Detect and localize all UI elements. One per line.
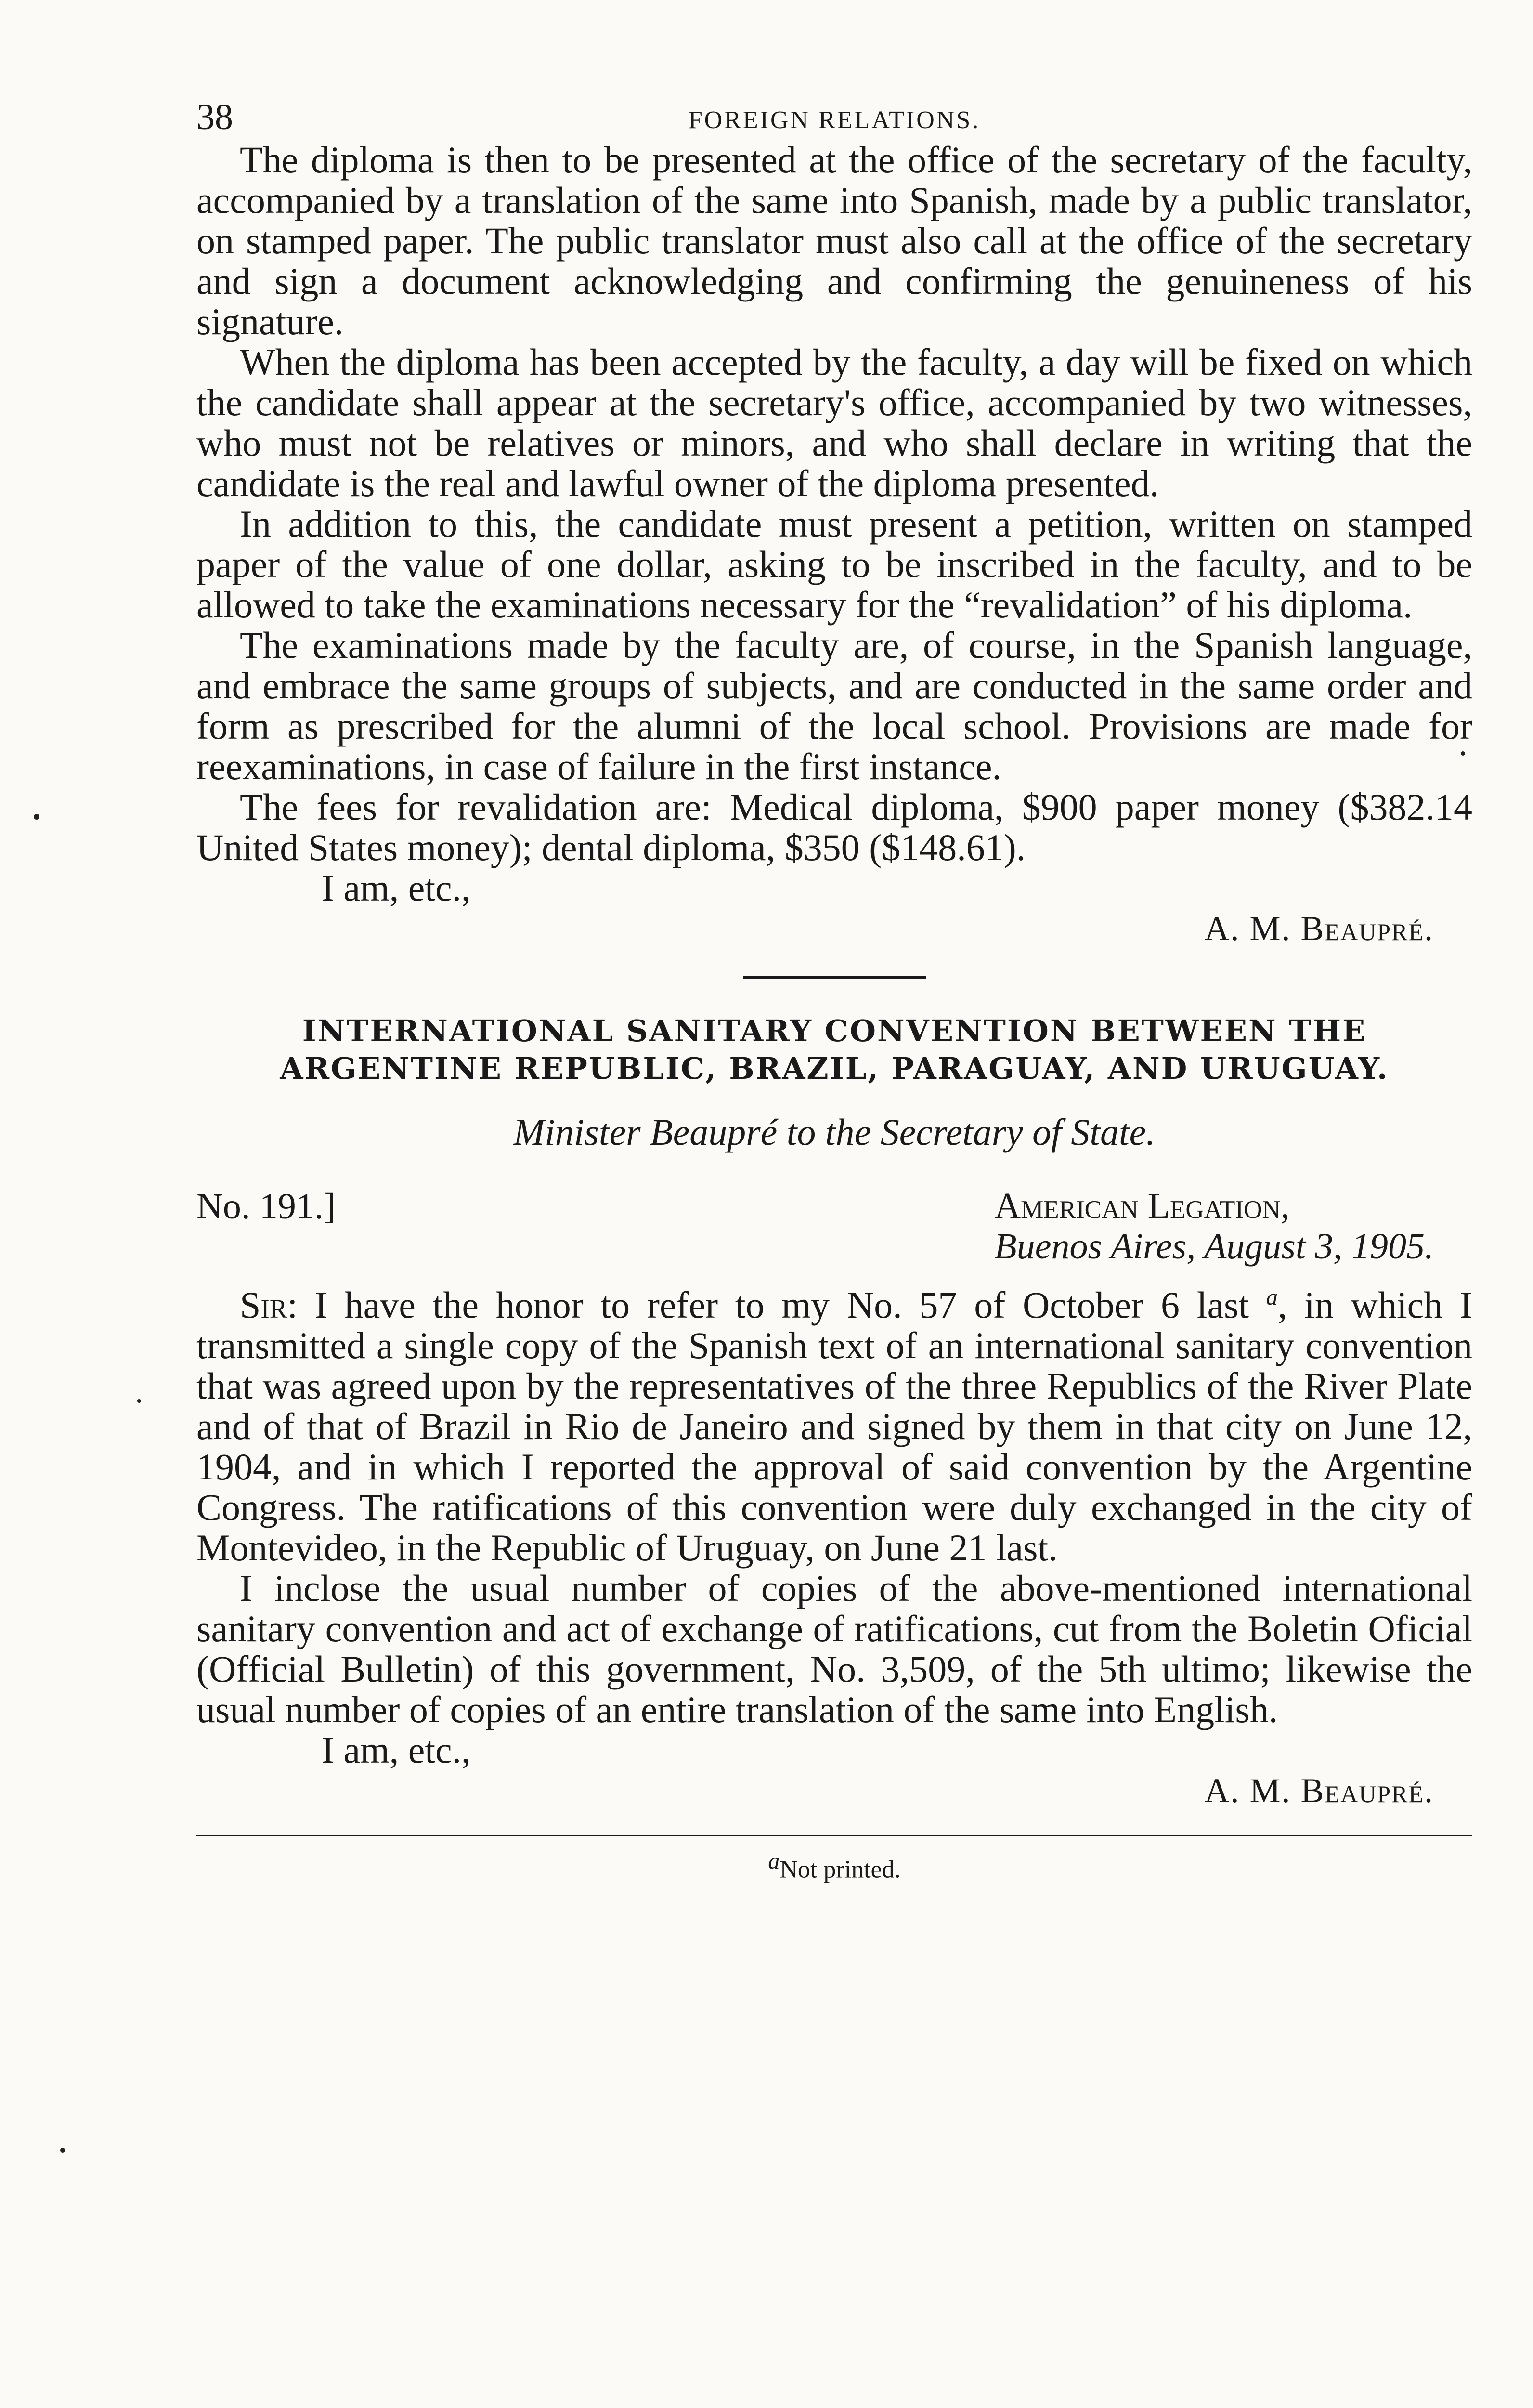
section-title-line: ARGENTINE REPUBLIC, BRAZIL, PARAGUAY, AND URUGUAY. [280, 1051, 1389, 1086]
paragraph [196, 1277, 1472, 1568]
paragraph: The fees for revalidation are: Medical diploma, $900 paper money ($382.14 United States money); dental diploma, $350 ($148.61). [196, 786, 1472, 868]
scan-speck [34, 814, 39, 820]
scan-speck [137, 1399, 141, 1403]
paragraph: The diploma is then to be presented at the office of the secretary of the faculty, accompanied by a translation of the same into Spanish, made by a public translator, on stamped paper. The public translator must also call at the office of the secretary and sign a document acknowledging and confirming the genuineness of his signature. [196, 139, 1472, 342]
place-date: Buenos Aires, August 3, 1905. [994, 1226, 1434, 1267]
closing: I am, etc., [322, 1729, 471, 1771]
paragraph-text: , in which I transmitted a single copy of the Spanish text of an international sanitary convention that was agreed upon by the representatives of the three Republics of the River Plate and of that of Brazil in Rio de Janeiro and signed by them in that city on June 12, 1904, and in which I reported the approval of said convention by the Argentine Congress. The ratifications of this convention were duly exchanged in the city of Montevideo, in the Republic of Uruguay, on June 21 last. [196, 1284, 1473, 1569]
salutation: Sir: [240, 1284, 298, 1326]
paragraph: I inclose the usual number of copies of the above-mentioned international sanitary convention and act of exchange of ratifications, cut from the Boletin Oficial (Official Bulletin) of this government, No. 3,509, of the 5th ultimo; likewise the usual number of copies of an entire translation of the same into English. [196, 1567, 1472, 1730]
paragraph: The examinations made by the faculty are, of course, in the Spanish language, and embrace the same groups of subjects, and are conducted in the same order and form as prescribed for the alumni of the local school. Provisions are made for reexaminations, in case of failure in the first instance. [196, 624, 1472, 787]
paragraph-text: I have the honor to refer to my No. 57 of October 6 last [314, 1284, 1249, 1326]
letter-heading [196, 1186, 1472, 1277]
scan-speck [60, 2148, 65, 2153]
legation-name: American Legation, [994, 1186, 1290, 1226]
running-head: FOREIGN RELATIONS. [688, 106, 981, 134]
footnote-mark: a [768, 1848, 780, 1874]
page-header [196, 87, 1472, 140]
letter-continuation [196, 140, 1472, 949]
page-number: 38 [196, 97, 233, 137]
paragraph: When the diploma has been accepted by the faculty, a day will be fixed on which the candidate shall appear at the secretary's office, accompanied by two witnesses, who must not be relatives or minors, and who shall declare in writing that the candidate is the real and lawful owner of the diploma presented. [196, 341, 1472, 504]
section-divider [743, 976, 926, 979]
footnote-reference: a [1266, 1284, 1278, 1310]
legation-block [994, 1186, 1434, 1267]
signature: A. M. Beaupré. [1204, 1771, 1434, 1810]
paragraph: In addition to this, the candidate must present a petition, written on stamped paper of the value of one dollar, asking to be inscribed in the faculty, and to be allowed to take the examinations necessary for the “revalidation” of his diploma. [196, 503, 1472, 626]
footnote-rule [196, 1835, 1472, 1836]
page [196, 87, 1472, 1884]
letter-body [196, 1277, 1472, 1811]
closing: I am, etc., [322, 867, 471, 909]
section-title-line: INTERNATIONAL SANITARY CONVENTION BETWEEN THE [302, 1013, 1367, 1048]
document-subtitle: Minister Beaupré to the Secretary of State. [513, 1111, 1156, 1153]
signature: A. M. Beaupré. [1204, 909, 1434, 948]
dispatch-number: No. 191.] [196, 1186, 336, 1227]
section-title [196, 1012, 1472, 1087]
footnote [196, 1848, 1472, 1884]
footnote-text: Not printed. [779, 1856, 901, 1884]
